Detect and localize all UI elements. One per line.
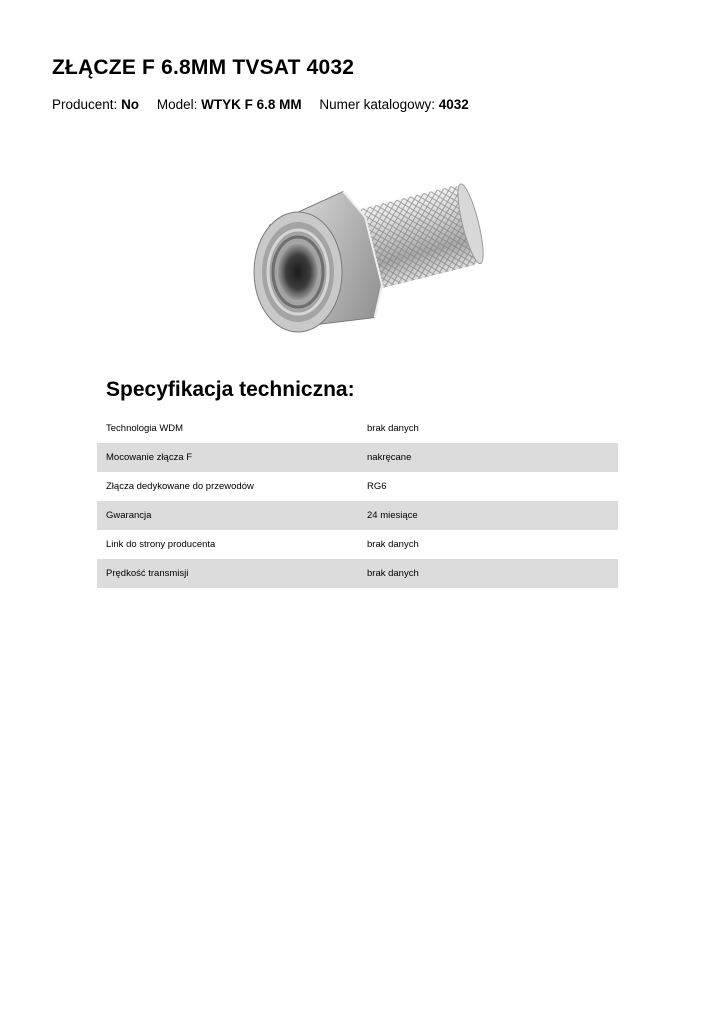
spec-name: Gwarancja [97,501,367,530]
producer-value: No [121,97,140,112]
spec-value: RG6 [367,481,387,492]
f-connector-photo-icon [240,168,485,343]
spec-table [97,414,618,588]
producer-label: Producent: [52,97,118,112]
catalog-label: Numer katalogowy: [319,97,435,112]
model-info [157,97,306,112]
table-row [97,414,618,443]
spec-name: Technologia WDM [106,423,184,434]
model-value: WTYK F 6.8 MM [201,97,302,112]
catalog-info [319,97,468,112]
spec-value: brak danych [367,559,618,588]
table-row [97,559,618,588]
spec-value: nakręcane [367,443,618,472]
model-label: Model: [156,97,198,112]
spec-name: Złącza dedykowane do przewodów [106,481,254,492]
spec-value: 24 miesiące [367,501,618,530]
spec-value: brak danych [367,423,419,434]
spec-name: Mocowanie złącza F [97,443,367,472]
product-meta [52,97,483,112]
producer-info [52,97,143,112]
spec-name: Prędkość transmisji [97,559,367,588]
page-title: ZŁĄCZE F 6.8MM TVSAT 4032 [52,56,355,79]
table-row [97,472,618,501]
table-row [97,530,618,559]
spec-heading: Specyfikacja techniczna: [106,378,355,401]
table-row [97,501,618,530]
spec-value: brak danych [367,539,419,550]
spec-name: Link do strony producenta [106,539,216,550]
table-row [97,443,618,472]
product-image [240,168,485,343]
catalog-value: 4032 [438,97,469,112]
